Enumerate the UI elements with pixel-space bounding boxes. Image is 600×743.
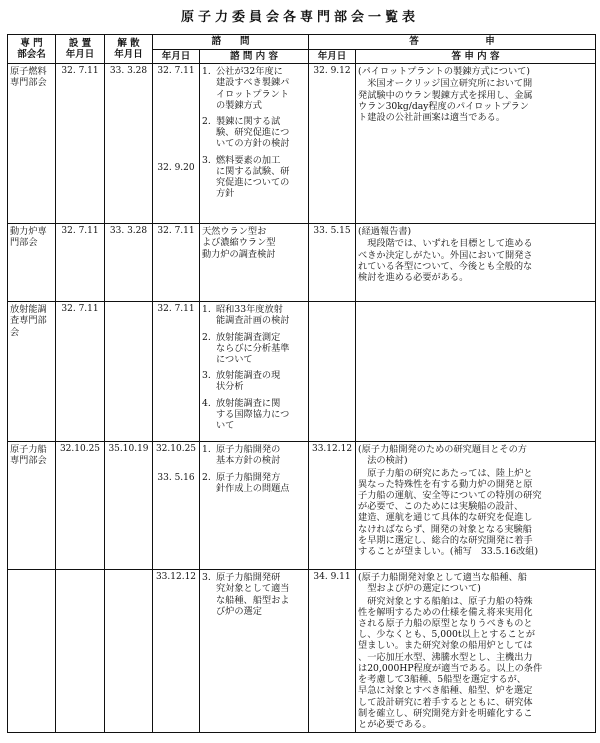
- toshin-date: [309, 302, 356, 442]
- table-row: [8, 302, 596, 442]
- header-shimon-date: 年月日: [153, 49, 200, 64]
- header-toshin: 答 申: [309, 35, 596, 50]
- toshin-body: 米国オークリッジ国立研究所において開 発試験中のウラン製錬方式を採用し、金属 ウラン30kg/day程度のパイロットプラン ト建設の公社計画案は適当である。: [358, 78, 533, 124]
- table-row: [8, 570, 596, 733]
- shimon-date: 32. 7.11: [157, 66, 195, 77]
- shimon-dates: [153, 442, 200, 570]
- shimon-item: 1. 昭和33年度放射 能調査計画の検討: [202, 304, 290, 327]
- kaisan-date: [105, 302, 153, 442]
- setchi-date: 32. 7.11: [56, 64, 105, 224]
- setchi-date: [56, 570, 105, 733]
- shimon-date: 33.12.12: [155, 572, 197, 583]
- shimon-date: 32. 7.11: [157, 226, 195, 237]
- toshin-date: 33. 5.15: [309, 224, 356, 302]
- bukai-name: 原子燃料 専門部会: [8, 64, 56, 224]
- header-toshin-date: 年月日: [309, 49, 356, 64]
- setchi-date: 32. 7.11: [56, 224, 105, 302]
- toshin-content: [356, 224, 596, 302]
- shimon-date: 33. 5.16: [157, 473, 195, 484]
- shimon-content: [200, 570, 309, 733]
- toshin-content: [356, 442, 596, 570]
- header-kaisan: 解 散 年月日: [105, 35, 153, 64]
- toshin-date: 32. 9.12: [309, 64, 356, 224]
- shimon-item: 3. 燃料要素の加工 に関する試験、研 究促進についての 方針: [202, 154, 290, 200]
- shimon-dates: [153, 302, 200, 442]
- shimon-content: [200, 64, 309, 224]
- shimon-dates: [153, 64, 200, 224]
- kaisan-date: 33. 3.28: [105, 224, 153, 302]
- toshin-content: [356, 570, 596, 733]
- shimon-date: 32. 9.20: [157, 163, 195, 174]
- toshin-body: 原子力船の研究にあたっては、陸上炉と 異なった特殊性を有する動力炉の開発と原 子力船の運航、安全等についての特別の研究 が必要で、このためには実験船の設計、 建造、運航を通じて具体的な研究を促進し なければならず、開発の対象となる実験船 を早期に選定し、総合的な研究開発に着手 することが望ましい。(補写 33.5.16改組): [358, 467, 542, 558]
- header-shimon: 諮 問: [153, 35, 309, 50]
- setchi-date: 32. 7.11: [56, 302, 105, 442]
- kaisan-date: 33. 3.28: [105, 64, 153, 224]
- bukai-name: 放射能調 査専門部 会: [8, 302, 56, 442]
- bukai-name: 原子力船 専門部会: [8, 442, 56, 570]
- shimon-item: 天然ウラン型お よび濃縮ウラン型 動力炉の調査検討: [202, 226, 276, 260]
- shimon-date: 32. 7.11: [157, 304, 195, 315]
- toshin-title: (原子力船開発対象として適当な船種、船 型および炉の選定について): [358, 572, 527, 595]
- toshin-date: 34. 9.11: [309, 570, 356, 733]
- committee-table: [7, 34, 596, 733]
- page-title: 原子力委員会各専門部会一覧表: [180, 10, 419, 25]
- shimon-content: [200, 224, 309, 302]
- toshin-body: 研究対象とする船舶は、原子力船の特殊 性を解明するための仕様を備え将来実用化 される原子力船の原型となりうべきものと し、少なくとも、5,000t以上とすることが 望ましい。また研究対象の船用炉としては 、一応加圧水型、沸騰水型とし、主機出力 は20,000HP程度が適当である。以上の条件 を考慮して3船種、5船型を選定するが、 早急に対象とすべき船種、船型、炉を選定 して設計研究に着手するとともに、研究体 制を確立し、研究開発方針を明確化するこ とが必要である。: [358, 595, 543, 730]
- shimon-item: 2. 製錬に関する試 験、研究促進につ いての方針の検討: [202, 116, 290, 150]
- shimon-date: 32.10.25: [155, 444, 197, 455]
- shimon-item: 2. 放射能調査測定 ならびに分析基準 について: [202, 331, 290, 366]
- shimon-item: 1. 公社が32年度に 建設すべき製錬パ イロットプラント の製錬方式: [202, 66, 290, 111]
- toshin-title: (経過報告書): [358, 226, 412, 238]
- shimon-content: [200, 302, 309, 442]
- shimon-item: 2. 原子力船開発方 針作成上の問題点: [202, 471, 290, 494]
- shimon-item: 4. 放射能調査に関 する国際協力につ いて: [202, 397, 290, 432]
- kaisan-date: [105, 570, 153, 733]
- toshin-date: 33.12.12: [309, 442, 356, 570]
- shimon-content: [200, 442, 309, 570]
- header-toshin-naiyo: 答 申 内 容: [356, 49, 596, 64]
- shimon-item: 3. 原子力船開発研 究対象として適当 な船種、船型およ び炉の選定: [202, 572, 290, 617]
- shimon-item: 1. 原子力船開発の 基本方針の検討: [202, 444, 281, 467]
- bukai-name: [8, 570, 56, 733]
- kaisan-date: 35.10.19: [105, 442, 153, 570]
- shimon-dates: [153, 570, 200, 733]
- toshin-content: [356, 64, 596, 224]
- toshin-title: (パイロットプラントの製錬方式について): [358, 66, 530, 78]
- bukai-name: 動力炉専 門部会: [8, 224, 56, 302]
- table-row: [8, 64, 596, 224]
- table-row: [8, 442, 596, 570]
- toshin-title: (原子力船開発のための研究題目とその方 法の検討): [358, 444, 527, 467]
- header-setchi: 設 置 年月日: [56, 35, 105, 64]
- toshin-body: 現段階では、いずれを目標として進める べきか決定しがたい。外国において開発さ れている各型について、今後とも全般的な 検討を進める必要がある。: [358, 238, 533, 284]
- setchi-date: 32.10.25: [56, 442, 105, 570]
- table-row: [8, 224, 596, 302]
- header-shimon-naiyo: 諮 問 内 容: [200, 49, 309, 64]
- shimon-dates: [153, 224, 200, 302]
- header-bukai: 専 門 部会名: [8, 35, 56, 64]
- toshin-content: [356, 302, 596, 442]
- shimon-item: 3. 放射能調査の現 状分析: [202, 370, 281, 393]
